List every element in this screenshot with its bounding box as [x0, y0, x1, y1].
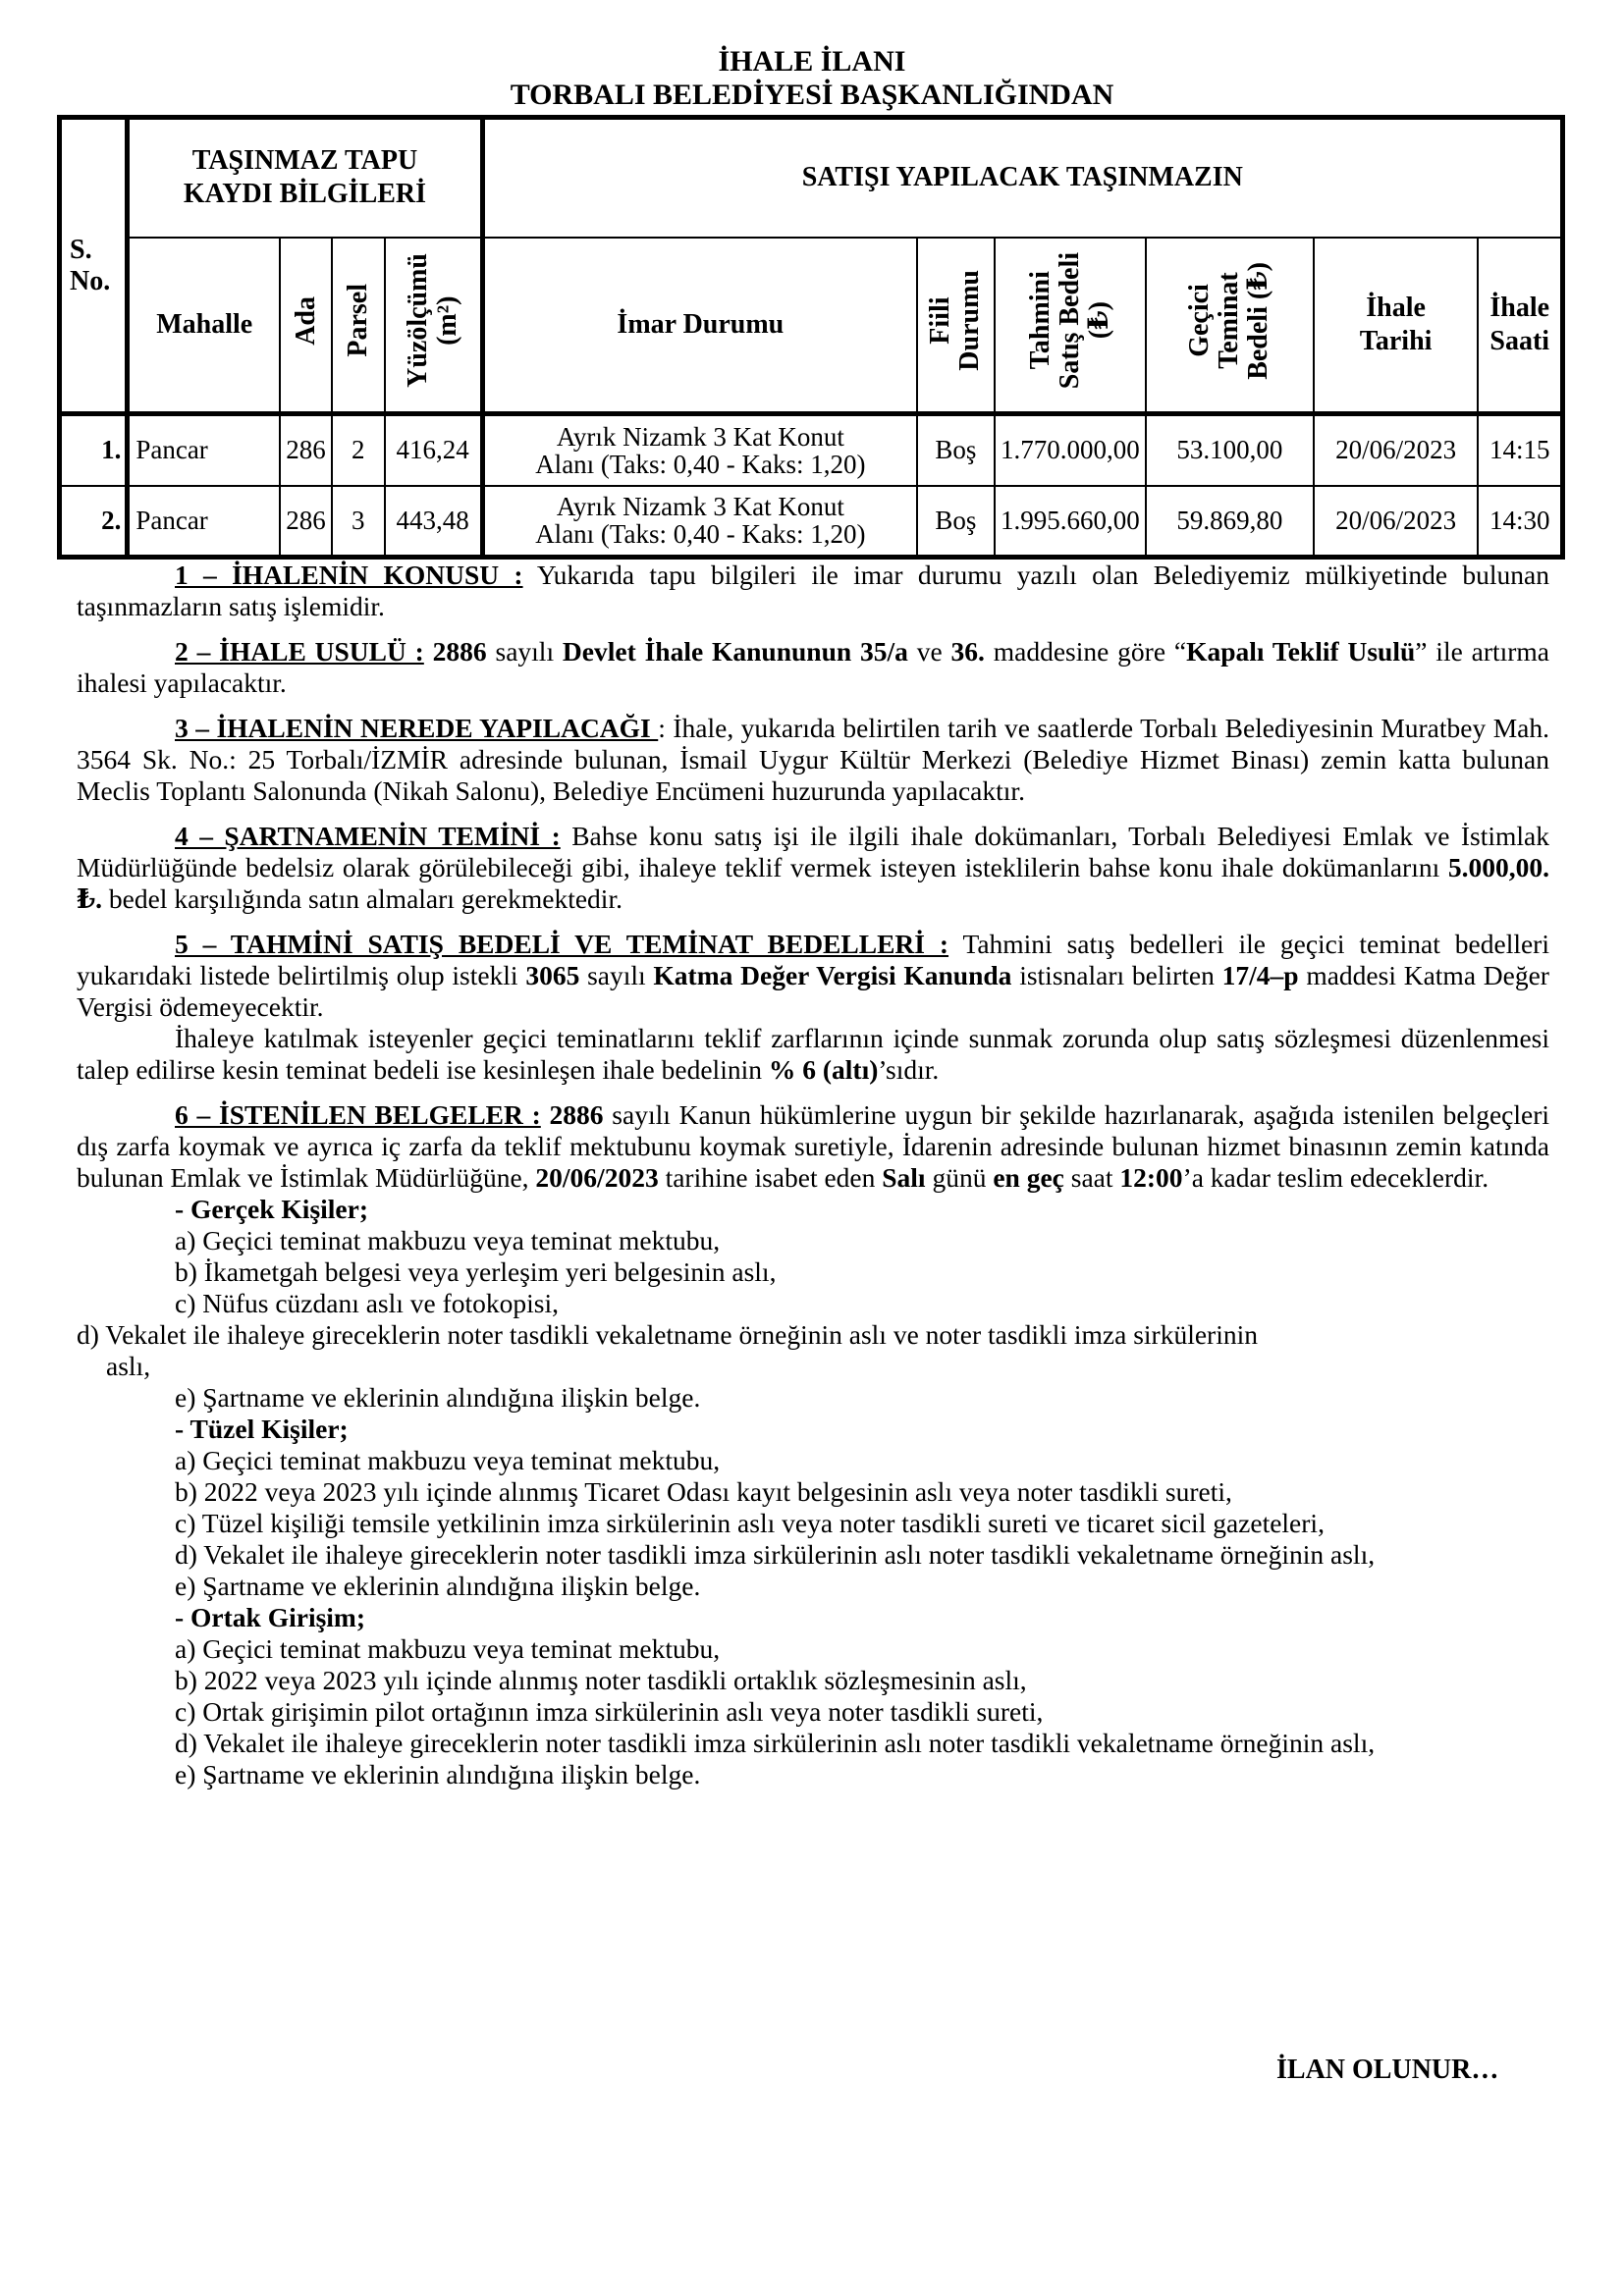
list-item: e) Şartname ve eklerinin alındığına ilişkin belge.: [175, 1382, 701, 1413]
section-bedeller: [77, 929, 1549, 1023]
section-sartname: [77, 821, 1549, 915]
imar-line: Ayrık Nizamk 3 Kat Konut: [556, 421, 844, 452]
cell-parsel: 3: [332, 486, 385, 558]
cell-sno: 2.: [60, 486, 128, 558]
imar-line: Ayrık Nizamk 3 Kat Konut: [556, 492, 844, 522]
section-text: ” ile artırma ihalesi yapılacaktır.: [77, 636, 1550, 698]
section-text: Salı: [882, 1162, 926, 1193]
col-fiili-header: Fiili Durumu: [917, 238, 995, 414]
section-text: Kapalı Teklif Usulü: [1186, 636, 1416, 667]
section-text: Bahse konu satış işi ile ilgili ihale dokümanları, Torbalı Belediyesi Emlak ve İstimlak Müdürlüğünde bedelsiz olarak görülebileceği gibi, ihaleye teklif vermek isteyen isteklilerin bahse konu ihale dokümanlarını: [77, 821, 1549, 882]
list-item: a) Geçici teminat makbuzu veya teminat mektubu,: [175, 1225, 721, 1255]
col-ihale-saati-header: İhale Saati: [1478, 238, 1562, 414]
cell-ada: 286: [280, 414, 332, 486]
list-item: d) Vekalet ile ihaleye gireceklerin noter tasdikli vekaletname örneğinin aslı ve noter tasdikli imza sirkülerinin aslı,: [77, 1319, 1258, 1381]
imar-line: Alanı (Taks: 0,40 - Kaks: 1,20): [535, 449, 866, 479]
cell-mahalle: Pancar: [128, 414, 280, 486]
cell-fiili: Boş: [917, 486, 995, 558]
section-text: İhaleye katılmak isteyenler geçici teminatlarını teklif zarflarının içinde sunmak zorunda olup satış sözleşmesi düzenlenmesi talep edilirse kesin teminat bedeli ise kesinleşen ihale bedelinin: [77, 1023, 1549, 1085]
cell-gecici: 59.869,80: [1146, 486, 1314, 558]
section-title: 3 – İHALENİN NEREDE YAPILACAĞI: [175, 713, 659, 743]
col-ihale-tarihi-header: İhale Tarihi: [1314, 238, 1479, 414]
section-text: Katma Değer Vergisi Kanunda: [653, 960, 1012, 990]
section-bedeller-cont: [77, 1023, 1549, 1086]
section-belgeler: [77, 1099, 1549, 1194]
table-row: [60, 414, 1563, 486]
list-item: d) Vekalet ile ihaleye gireceklerin noter tasdikli imza sirkülerinin aslı noter tasdikli vekaletname örneğinin aslı,: [175, 1728, 1376, 1758]
list-heading-gercek: - Gerçek Kişiler;: [175, 1194, 368, 1224]
section-text: en geç: [993, 1162, 1064, 1193]
cell-gecici: 53.100,00: [1146, 414, 1314, 486]
list-item: b) 2022 veya 2023 yılı içinde alınmış Ticaret Odası kayıt belgesinin aslı veya noter tasdikli sureti,: [175, 1476, 1232, 1507]
section-text: 2886: [540, 1099, 604, 1130]
list-item: e) Şartname ve eklerinin alındığına ilişkin belge.: [175, 1571, 701, 1601]
property-table: [57, 115, 1565, 560]
col-imar-header: İmar Durumu: [482, 238, 917, 414]
list-item: a) Geçici teminat makbuzu veya teminat mektubu,: [175, 1445, 721, 1475]
section-title: 6 – İSTENİLEN BELGELER :: [175, 1099, 541, 1130]
cell-parsel: 2: [332, 414, 385, 486]
section-text: Yukarıda tapu bilgileri ile imar durumu yazılı olan Belediyemiz mülkiyetinde bulunan taşınmazların satış işlemidir.: [77, 560, 1549, 621]
section-text: 20/06/2023: [535, 1162, 659, 1193]
cell-ada: 286: [280, 486, 332, 558]
list-heading-ortak: - Ortak Girişim;: [175, 1602, 365, 1632]
section-title: 1 – İHALENİN KONUSU :: [175, 560, 523, 590]
list-item: c) Ortak girişimin pilot ortağının imza sirkülerinin aslı veya noter tasdikli sureti,: [175, 1696, 1044, 1727]
col-tahmini-header: Tahmini Satış Bedeli (₺): [995, 238, 1146, 414]
section-text: istisnaları belirten: [1011, 960, 1222, 990]
document-subtitle: TORBALI BELEDİYESİ BAŞKANLIĞINDAN: [510, 79, 1114, 111]
section-text: Tahmini satış bedelleri ile geçici teminat bedelleri yukarıdaki listede belirtilmiş olup istekli: [77, 929, 1549, 990]
section-text: ve: [907, 636, 951, 667]
section-text: maddesi Katma Değer Vergisi ödemeyecektir.: [77, 960, 1549, 1022]
group-satis-header: SATIŞI YAPILACAK TAŞINMAZIN: [482, 118, 1562, 238]
cell-yuzolcumu: 443,48: [385, 486, 482, 558]
section-text: bedel karşılığında satın almaları gerekmektedir.: [102, 883, 623, 914]
document-title: İHALE İLANI: [718, 45, 906, 78]
cell-imar: [482, 414, 917, 486]
col-parsel-header: Parsel: [332, 238, 385, 414]
list-heading-tuzel: - Tüzel Kişiler;: [175, 1414, 349, 1444]
list-item: c) Tüzel kişiliği temsile yetkilinin imza sirkülerinin aslı veya noter tasdikli sureti ve ticaret sicil gazeteleri,: [175, 1508, 1325, 1538]
col-gecici-header: Geçici Teminat Bedeli (₺): [1146, 238, 1314, 414]
section-text: sayılı Kanun hükümlerine uygun bir şekilde hazırlanarak, aşağıda istenilen belgeçleri dış zarfa koymak ve ayrıca iç zarfa da teklif mektubunu koymak suretiyle, İdarenin adresinde bulunan hizmet binasının zemin katında bulunan Emlak ve İstimlak Müdürlüğüne,: [77, 1099, 1549, 1193]
section-text: Devlet İhale Kanununun 35/a: [562, 636, 908, 667]
section-usulu: [77, 636, 1549, 699]
cell-yuzolcumu: 416,24: [385, 414, 482, 486]
section-text: ’a kadar teslim edeceklerdir.: [1182, 1162, 1489, 1193]
section-title: 4 – ŞARTNAMENİN TEMİNİ :: [175, 821, 561, 851]
col-yuzolcumu-header: Yüzölçümü (m²): [385, 238, 482, 414]
list-item: b) 2022 veya 2023 yılı içinde alınmış noter tasdikli ortaklık sözleşmesinin aslı,: [175, 1665, 1027, 1695]
section-text: maddesine göre “: [984, 636, 1187, 667]
section-text: sayılı: [486, 636, 563, 667]
section-text: sayılı: [579, 960, 654, 990]
cell-sno: 1.: [60, 414, 128, 486]
notice-body: [77, 560, 1549, 1790]
list-item: e) Şartname ve eklerinin alındığına ilişkin belge.: [175, 1759, 701, 1789]
cell-tahmini: 1.995.660,00: [995, 486, 1146, 558]
cell-saat: 14:30: [1478, 486, 1562, 558]
col-ada-header: Ada: [280, 238, 332, 414]
section-text: günü: [925, 1162, 994, 1193]
section-text: tarihine isabet eden: [658, 1162, 883, 1193]
col-mahalle-header: Mahalle: [128, 238, 280, 414]
section-konusu: [77, 560, 1549, 622]
closing-text: İLAN OLUNUR…: [1276, 2055, 1499, 2085]
section-text: 36.: [950, 636, 985, 667]
list-item: d) Vekalet ile ihaleye gireceklerin noter tasdikli imza sirkülerinin aslı noter tasdikli vekaletname örneğinin aslı,: [175, 1539, 1376, 1570]
section-text: saat: [1063, 1162, 1120, 1193]
section-text: : İhale, yukarıda belirtilen tarih ve saatlerde Torbalı Belediyesinin Muratbey Mah. 3564 Sk. No.: 25 Torbalı/İZMİR adresinde bulunan, İsmail Uygur Kültür Merkezi (Belediye Hizmet Binası) zemin katta bulunan Meclis Toplantı Salonunda (Nikah Salonu), Belediye Encümeni huzurunda yapılacaktır.: [77, 713, 1549, 806]
cell-tarih: 20/06/2023: [1314, 414, 1479, 486]
cell-imar: [482, 486, 917, 558]
section-title: 5 – TAHMİNİ SATIŞ BEDELİ VE TEMİNAT BEDELLERİ :: [175, 929, 949, 959]
section-text: ’sıdır.: [878, 1054, 940, 1085]
imar-line: Alanı (Taks: 0,40 - Kaks: 1,20): [535, 519, 866, 550]
section-text: 17/4–p: [1221, 960, 1299, 990]
section-text: 5.000,00. ₺.: [77, 852, 1549, 914]
list-item: a) Geçici teminat makbuzu veya teminat mektubu,: [175, 1633, 721, 1664]
section-text: 2886: [423, 636, 487, 667]
section-text: % 6 (altı): [768, 1054, 879, 1085]
section-text: 3065: [525, 960, 580, 990]
group-tapu-header: TAŞINMAZ TAPU KAYDI BİLGİLERİ: [128, 118, 482, 238]
cell-tarih: 20/06/2023: [1314, 486, 1479, 558]
list-item: c) Nüfus cüzdanı aslı ve fotokopisi,: [175, 1288, 560, 1318]
cell-tahmini: 1.770.000,00: [995, 414, 1146, 486]
cell-mahalle: Pancar: [128, 486, 280, 558]
col-sno-header: S. No.: [60, 118, 128, 414]
cell-fiili: Boş: [917, 414, 995, 486]
section-text: 12:00: [1119, 1162, 1183, 1193]
section-nerede: [77, 713, 1549, 807]
cell-saat: 14:15: [1478, 414, 1562, 486]
section-title: 2 – İHALE USULÜ :: [175, 636, 424, 667]
table-row: [60, 486, 1563, 558]
list-item: b) İkametgah belgesi veya yerleşim yeri belgesinin aslı,: [175, 1256, 777, 1287]
